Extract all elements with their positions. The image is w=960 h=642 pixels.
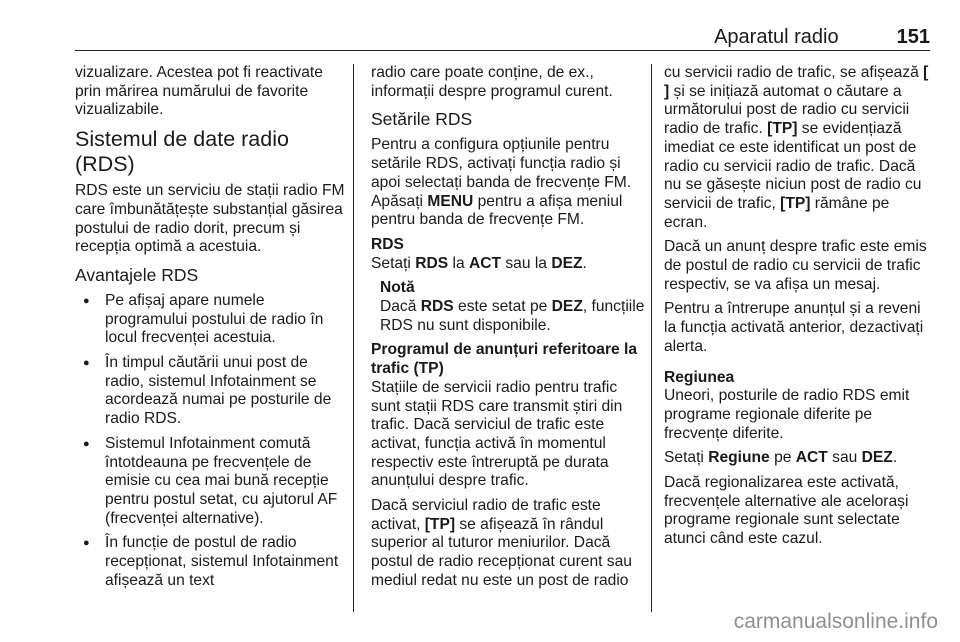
text-run: sau la <box>501 254 552 272</box>
note-box <box>371 279 650 335</box>
option-value: ACT <box>468 254 502 272</box>
note-title: Notă <box>380 279 415 297</box>
intro-paragraph: vizualizare. Acestea pot fi reactivate prin mărirea numărului de favorite vizualizabile. <box>75 64 323 119</box>
column-left <box>75 64 351 612</box>
text-run: pentru a afișa meniul pentru banda de frecvențe FM. <box>371 192 623 229</box>
section-heading: Sistemul de date radio (RDS) <box>75 127 289 177</box>
option-value: ACT <box>795 449 828 467</box>
body-paragraph: RDS este un serviciu de stații radio FM care îmbunătățește substanțial găsirea postului de radio dorit, precum și recepția optimă a acestuia. <box>75 182 345 256</box>
subheading-rds: RDS <box>371 235 404 253</box>
subheading-region: Regiunea <box>664 368 735 386</box>
text-run: rămâne pe ecran. <box>664 194 890 231</box>
option-value: DEZ <box>551 298 583 316</box>
text-run: cu servicii radio de trafic, se afișează <box>664 64 924 81</box>
text-run: , funcțiile RDS nu sunt disponibile. <box>380 298 645 334</box>
body-paragraph <box>371 497 650 591</box>
body-paragraph: Uneori, posturile de radio RDS emit programe regionale diferite pe frecvențe diferite. <box>664 387 910 442</box>
option-value: DEZ <box>551 254 583 272</box>
tp-indicator: [TP] <box>424 515 456 533</box>
list-item: ● Sistemul Infotainment comută întotdeauna pe frecvențele de emisie cu cea mai bună recepție pentru postul setat, cu ajutorul AF (frecvenței alternative). <box>75 435 347 529</box>
subsection-heading: Avantajele RDS <box>75 264 199 285</box>
watermark: carmanualsonline.info <box>733 610 938 633</box>
list-item: ● Pe afișaj apare numele programului postului de radio în locul frecvenței acestuia. <box>75 292 347 348</box>
option-label: RDS <box>420 298 454 316</box>
menu-key-label: MENU <box>427 192 474 210</box>
option-label: Regiune <box>708 449 770 467</box>
section-heading: Setările RDS <box>371 109 473 130</box>
body-paragraph: Pentru a întrerupe anunțul și a reveni la funcția activată anterior, dezactivați alerta. <box>664 300 924 355</box>
body-paragraph <box>371 255 650 274</box>
column-middle <box>353 64 650 612</box>
subheading-tp: Programul de anunțuri referitoare la trafic (TP) <box>371 341 638 378</box>
text-run: pe <box>769 449 796 467</box>
body-paragraph <box>664 449 933 468</box>
body-paragraph: Stațiile de servicii radio pentru trafic sunt stații RDS care transmit știri din trafic. Dacă serviciul de trafic este activat, funcția activă în momentul respectiv este întreruptă pe durata anunțului despre trafic. <box>371 378 623 490</box>
section-title: Aparatul radio <box>714 26 839 48</box>
text-run: și se inițiază automat o căutare a următorului post de radio cu servicii radio de trafic. <box>664 82 910 138</box>
text-run: sau <box>827 449 862 467</box>
tp-indicator-empty: [ ] <box>664 64 929 100</box>
list-item: ● În timpul căutării unui post de radio, sistemul Infotainment se acordează numai pe posturile de radio RDS. <box>75 354 347 429</box>
text-run: Dacă <box>380 298 421 316</box>
tp-indicator: [TP] <box>780 194 811 212</box>
text-run: Pentru a configura opțiunile pentru setările RDS, activați funcția radio și apoi selectați banda de frecvențe FM. Apăsați <box>371 136 632 210</box>
list-item: ● În funcție de postul de radio recepționat, sistemul Infotainment afișează un text <box>75 534 347 590</box>
text-run: se afișează în rândul superior al tuturor meniurilor. Dacă postul de radio recepționat curent sau mediul redat nu este un post de radio <box>371 515 632 589</box>
bullet-list <box>75 292 347 591</box>
text-run: la <box>448 254 469 272</box>
text-run: Setați <box>371 254 416 272</box>
body-paragraph <box>371 136 650 230</box>
note-text <box>380 298 650 335</box>
body-paragraph: Dacă regionalizarea este activată, frecvențele alternative ale acelorași programe regionale sunt selectate atunci când este cazul. <box>664 474 909 548</box>
body-paragraph: Dacă un anunț despre trafic este emis de postul de radio cu servicii de trafic respectiv, se va afișa un mesaj. <box>664 238 927 293</box>
page-header <box>75 26 930 49</box>
header-rule <box>75 50 930 51</box>
text-run: Dacă serviciul radio de trafic este activat, <box>371 497 601 533</box>
text-run: . <box>582 254 587 272</box>
text-run: se evidențiază imediat ce este identificat un post de radio cu servicii radio de trafic. Dacă nu se găsește niciun post de radio cu servicii de trafic, <box>664 120 922 212</box>
body-paragraph <box>664 64 933 232</box>
text-run: . <box>892 449 898 467</box>
text-run: Setați <box>664 449 709 467</box>
option-label: RDS <box>415 254 449 272</box>
intro-paragraph: radio care poate conține, de ex., informații despre programul curent. <box>371 64 613 100</box>
tp-indicator: [TP] <box>767 120 798 138</box>
option-value: DEZ <box>861 449 893 467</box>
text-run: este setat pe <box>453 298 552 316</box>
column-right <box>651 64 933 612</box>
page-number: 151 <box>896 26 930 48</box>
